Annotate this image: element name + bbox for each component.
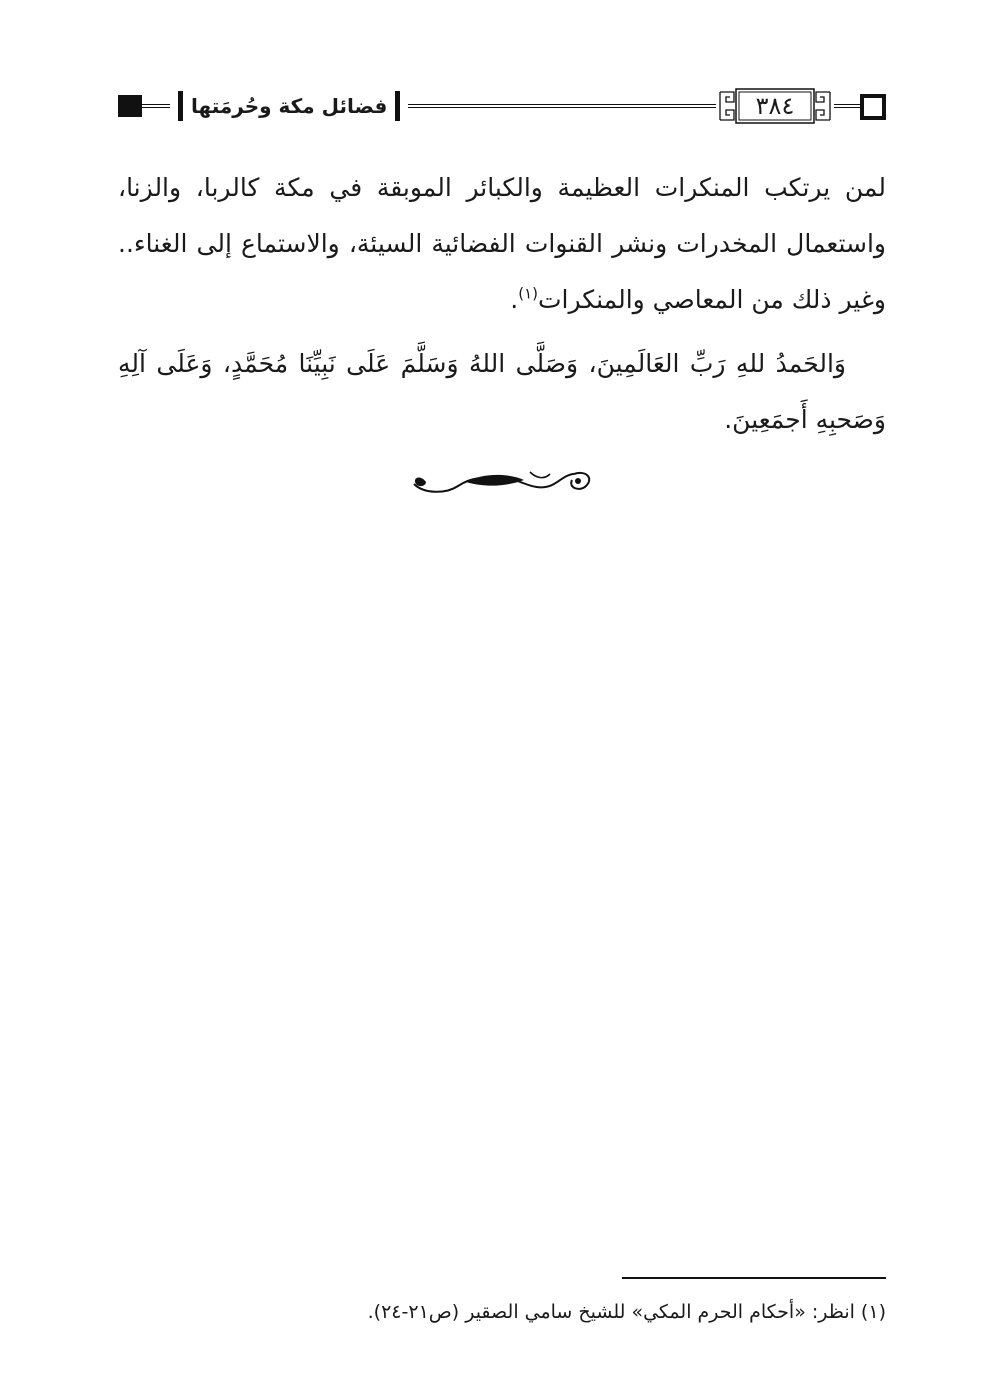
- footnote: (١) انظر: «أحكام الحرم المكي» للشيخ سامي الصقير (ص٢١-٢٤).: [367, 1301, 886, 1323]
- paragraph: [118, 160, 886, 328]
- closing-paragraph: وَالحَمدُ للهِ رَبِّ العَالَمِينَ، وَصَلَّى اللهُ وَسَلَّمَ عَلَى نَبِيِّنَا مُحَمَّدٍ، وَعَلَى آلِهِ وَصَحبِهِ أَجمَعِينَ.: [118, 349, 886, 434]
- page-header: [118, 84, 886, 128]
- book-title: فضائل مكة وحُرمَتها: [191, 94, 388, 118]
- title-bar-right: [395, 91, 400, 121]
- footnote-separator: [622, 1277, 886, 1279]
- title-bar-left: [178, 91, 183, 121]
- main-text: [118, 160, 886, 448]
- paragraph-end-mark: .: [510, 285, 519, 314]
- page-number-frame: [716, 86, 834, 126]
- footnote-reference: (١): [518, 284, 538, 303]
- header-end-block-right: [860, 94, 886, 120]
- running-title: [170, 88, 408, 124]
- header-end-block-left: [118, 95, 142, 117]
- page-number: ٣٨٤: [755, 92, 795, 120]
- paragraph-text: لمن يرتكب المنكرات العظيمة والكبائر الموبقة في مكة كالربا، والزنا، واستعمال المخدرات ونشر القنوات الفضائية السيئة، والاستماع إلى الغناء.. وغير ذلك من المعاصي والمنكرات: [118, 173, 886, 314]
- ornament-divider-icon: [406, 464, 598, 500]
